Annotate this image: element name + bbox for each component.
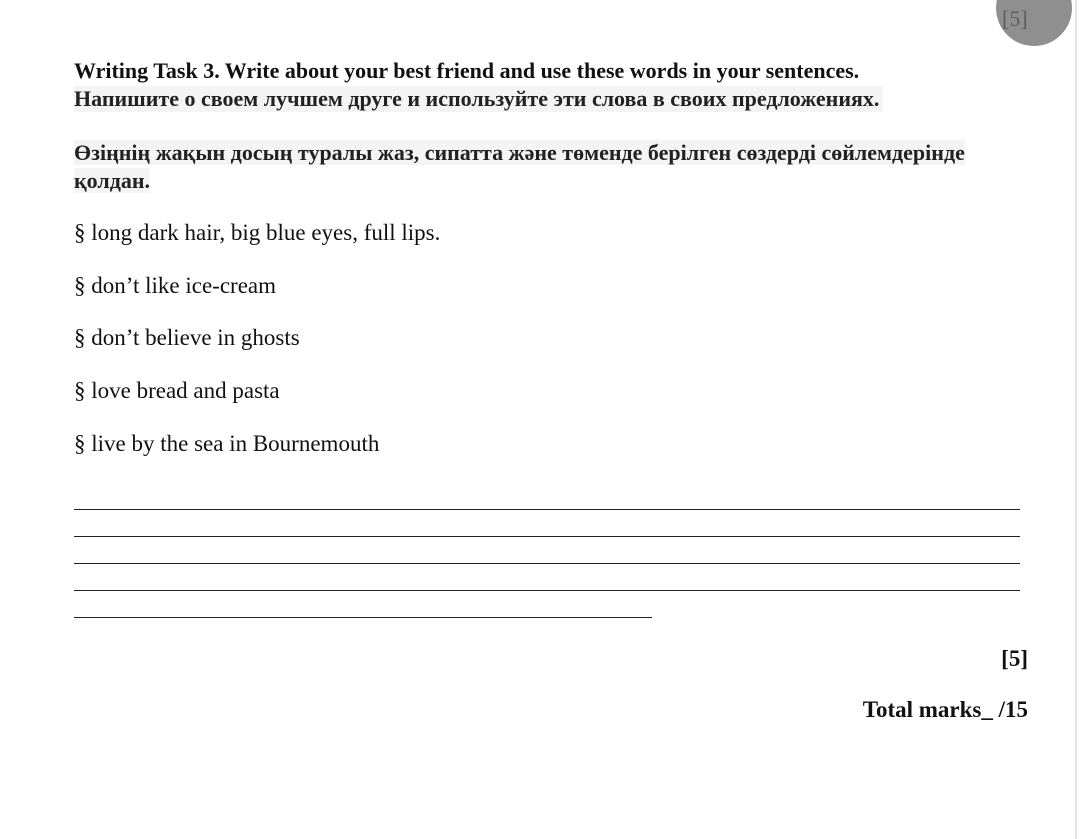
task-marks: [5] (1001, 646, 1028, 671)
answer-line[interactable] (74, 617, 652, 618)
bullet-item: § don’t like ice-cream (74, 273, 277, 298)
task-title-russian: Напишите о своем лучшем друге и используйте эти слова в своих предложениях. (74, 86, 883, 112)
total-marks: Total marks_ /15 (862, 697, 1028, 722)
task-title-english: Writing Task 3. Write about your best friend and use these words in your sentences. (74, 58, 860, 83)
bullet-item: § live by the sea in Bournemouth (74, 431, 380, 456)
answer-line[interactable] (74, 563, 1020, 564)
bullet-item: § love bread and pasta (74, 378, 280, 403)
corner-mark: [5] (1002, 6, 1028, 31)
answer-line[interactable] (74, 509, 1020, 510)
answer-line[interactable] (74, 590, 1020, 591)
answer-line[interactable] (74, 536, 1020, 537)
bullet-item: § don’t believe in ghosts (74, 325, 300, 350)
bullet-item: § long dark hair, big blue eyes, full lips. (74, 220, 441, 245)
page-edge (1075, 0, 1077, 839)
task-title-kazakh (74, 139, 974, 195)
task-title-kazakh-text: Өзіңнің жақын досың туралы жаз, сипатта және төменде берілген сөздерді сөйлемдерінде қолдан. (74, 140, 965, 193)
